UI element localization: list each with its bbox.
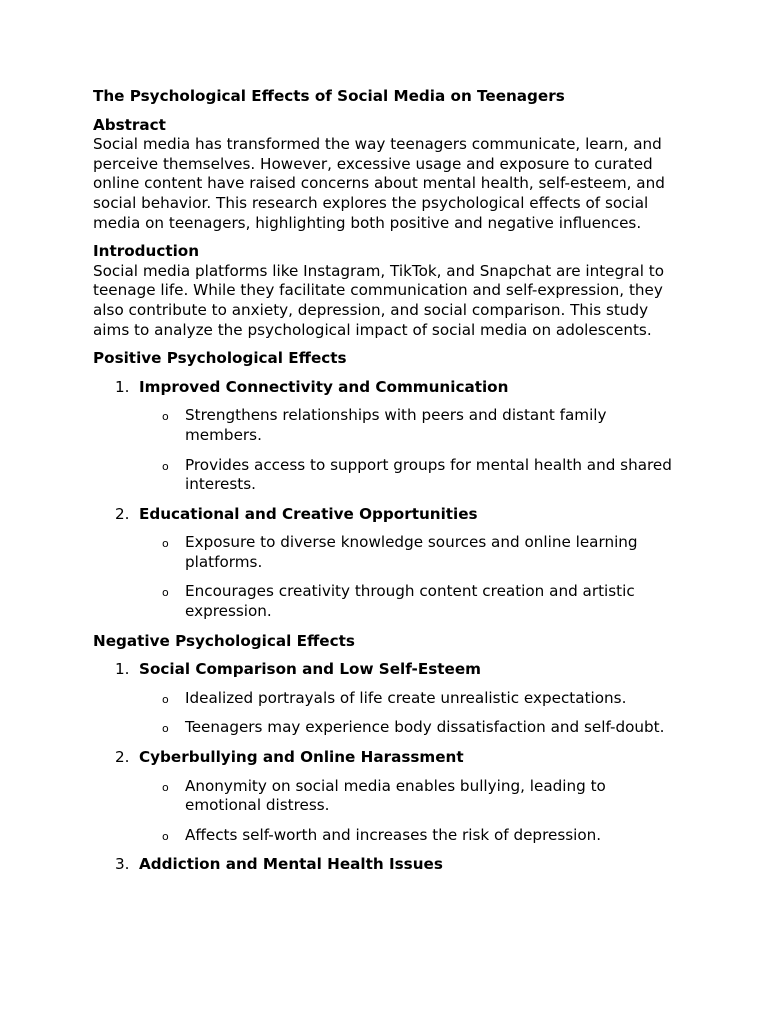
item-label: Educational and Creative Opportunities [139, 504, 478, 523]
sub-bullet-text: Provides access to support groups for mental health and shared interests. [185, 455, 672, 494]
numbered-item [93, 660, 683, 680]
sub-bullet-item [93, 533, 683, 572]
positive-effects-list [93, 378, 683, 622]
abstract-heading: Abstract [93, 115, 166, 134]
circle-bullet-icon: o [162, 692, 169, 706]
introduction-text: Social media platforms like Instagram, TikTok, and Snapchat are integral to teenage life. While they facilitate communication and self-expression, they also contribute to anxiety, depression, and social comparison. This study aims to analyze the psychological impact of social media on adolescents. [93, 261, 665, 339]
sub-bullet-text: Teenagers may experience body dissatisfaction and self-doubt. [185, 718, 665, 737]
item-number: 2. [115, 748, 130, 767]
sub-bullet-list [93, 689, 683, 738]
circle-bullet-icon: o [162, 722, 169, 736]
sub-bullet-item [93, 582, 683, 621]
item-label: Cyberbullying and Online Harassment [139, 748, 464, 767]
item-number: 1. [115, 377, 130, 396]
item-label: Improved Connectivity and Communication [139, 377, 509, 396]
sub-bullet-text: Anonymity on social media enables bullying, leading to emotional distress. [185, 776, 606, 815]
numbered-item [93, 855, 683, 875]
negative-effects-section [93, 632, 683, 875]
circle-bullet-icon: o [162, 410, 169, 424]
item-label: Social Comparison and Low Self-Esteem [139, 660, 481, 679]
circle-bullet-icon: o [162, 586, 169, 600]
sub-bullet-list [93, 777, 683, 846]
abstract-text: Social media has transformed the way teenagers communicate, learn, and perceive themselves. However, excessive usage and exposure to curated online content have raised concerns about mental health, self-esteem, and social behavior. This research explores the psychological effects of social media on teenagers, highlighting both positive and negative influences. [93, 135, 665, 232]
sub-bullet-list [93, 406, 683, 494]
numbered-item [93, 505, 683, 525]
sub-bullet-item [93, 689, 683, 709]
negative-effects-list [93, 660, 683, 875]
sub-bullet-item [93, 826, 683, 846]
item-number: 3. [115, 855, 130, 874]
abstract-section [93, 116, 683, 234]
numbered-item [93, 378, 683, 398]
item-label: Addiction and Mental Health Issues [139, 855, 443, 874]
sub-bullet-item [93, 456, 683, 495]
introduction-heading: Introduction [93, 242, 200, 261]
introduction-section [93, 242, 683, 340]
sub-bullet-text: Idealized portrayals of life create unrealistic expectations. [185, 688, 627, 707]
sub-bullet-text: Affects self-worth and increases the risk of depression. [185, 825, 602, 844]
sub-bullet-item [93, 718, 683, 738]
circle-bullet-icon: o [162, 459, 169, 473]
negative-effects-heading: Negative Psychological Effects [93, 631, 355, 650]
document-page [93, 87, 683, 884]
positive-effects-section [93, 349, 683, 622]
circle-bullet-icon: o [162, 537, 169, 551]
sub-bullet-item [93, 777, 683, 816]
positive-effects-heading: Positive Psychological Effects [93, 349, 347, 368]
sub-bullet-item [93, 406, 683, 445]
circle-bullet-icon: o [162, 780, 169, 794]
item-number: 1. [115, 660, 130, 679]
numbered-item [93, 748, 683, 768]
sub-bullet-text: Strengthens relationships with peers and distant family members. [185, 406, 607, 444]
sub-bullet-text: Exposure to diverse knowledge sources and online learning platforms. [185, 533, 638, 571]
sub-bullet-text: Encourages creativity through content creation and artistic expression. [185, 582, 635, 621]
document-title: The Psychological Effects of Social Media on Teenagers [93, 87, 565, 105]
item-number: 2. [115, 504, 130, 523]
circle-bullet-icon: o [162, 829, 169, 843]
sub-bullet-list [93, 533, 683, 621]
